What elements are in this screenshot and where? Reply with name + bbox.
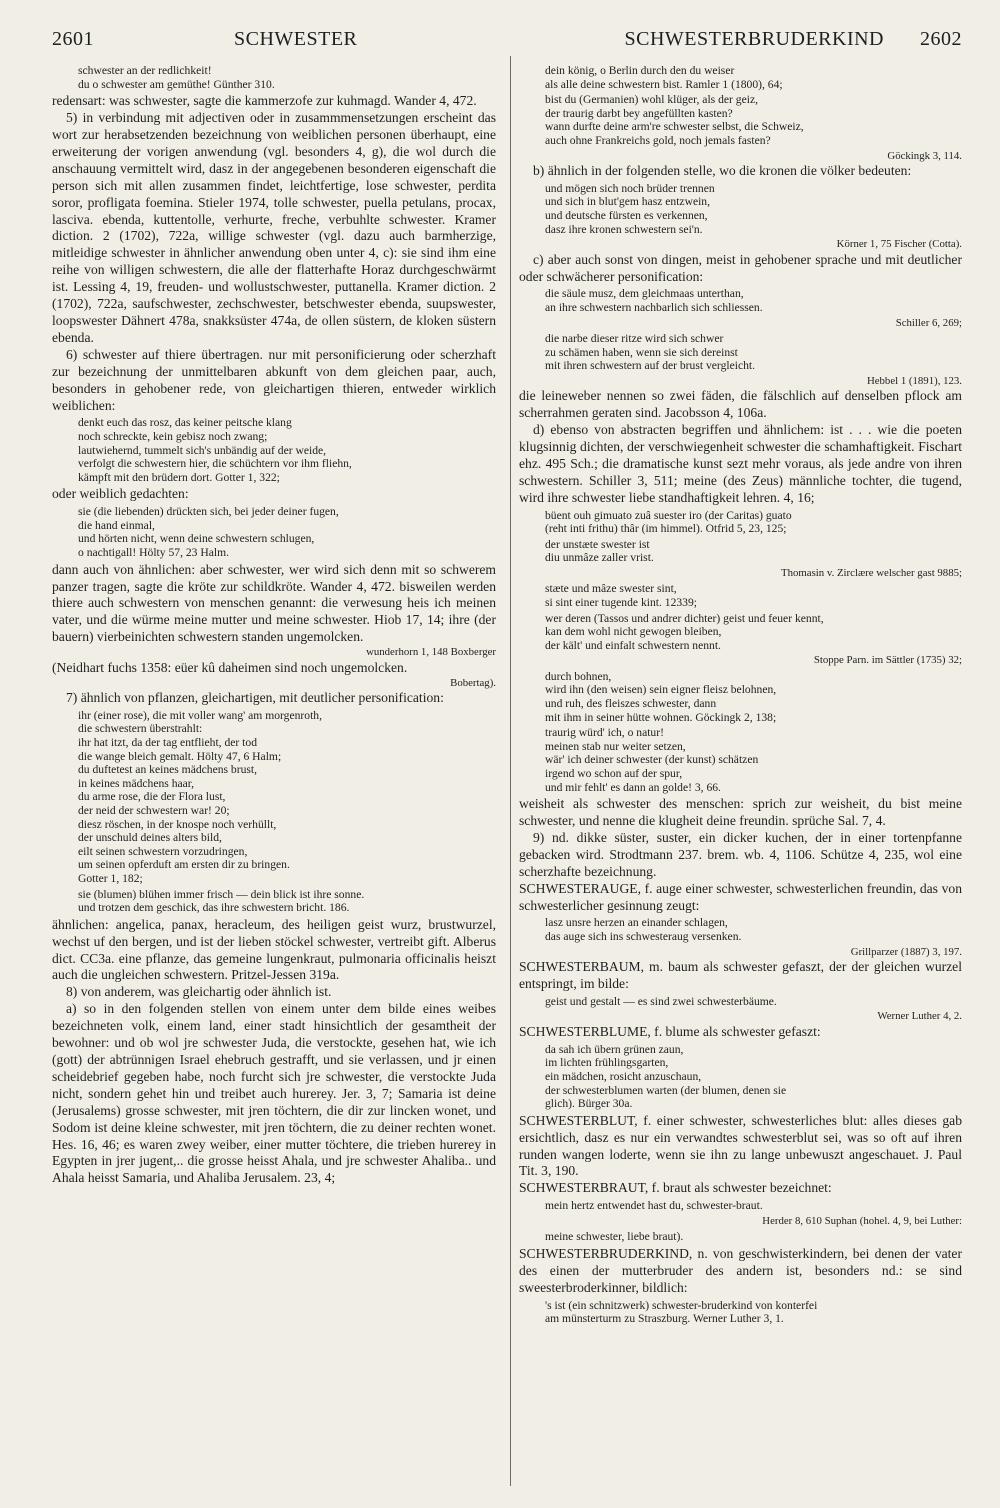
verse-line: und trotzen dem geschick, das ihre schwestern bricht. 186. <box>78 901 350 915</box>
entry-paragraph: 5) in verbindung mit adjectiven oder in zusammmensetzungen erscheint das wort zur herabsetzenden bezeichnung von weiblichen personen überhaupt, eine erweiterung der vorigen anwendung (vgl. besonders 4, g), die wol durch die anschauung vermittelt wird, dasz in der angegebenen besonderen eigenschaft die person sich mit allen zusammen findet, leichtfertige, lose schwester, perdita soror, profligata foemina. Stieler 1974, tolle schwester, puella petulans, procax, lasciva. ebenda, kuttentolle, verhurte, freche, verbuhlte schwester. Kramer diction. 2 (1702), 722a, willige schwester (vgl. dazu auch barmherzige, mitleidige schwester in ähnlicher anwendung oben unter 4, c): sie sind ihm eine reihe von willigen schwestern, die alle der flatterhafte Horaz durchgeschwärmt ist. Lessing 4, 19, freuden- und wollustschwester, puttanella. Kramer diction. 2 (1702), 722a, saufschwester, zechschwester, betschwester ebenda, suupswester, loopswester Dähnert 478a, snakksüster 474a, de ollen süstern, de kloken süstern ebenda. <box>52 110 496 345</box>
entry-paragraph: SCHWESTERAUGE, f. auge einer schwester, schwesterlichen freundin, das von schwesterlicher gesinnung zeugt: <box>519 880 962 913</box>
entry-paragraph: a) so in den folgenden stellen von einem unter dem bilde eines weibes bezeichneten volk, einem land, einer stadt hinsichtlich der gesamtheit der bewohner: und ob wol jre schwester Juda, die verstockte, gesehen hat, wie ich (gott) der abtrünnigen Israel ehebruch gestrafft, und sie verlassen, und jr einen scheidebrief gegeben habe, noch furcht sich jre schwester, die verstockte Juda nicht, sondern gehet hin und treibet auch hurerey. Jer. 3, 7; Samaria ist deine (Jerusalems) grosse schwester, mit jren töchtern, die dir zur lincken wonet, und Sodom ist deine kleine schwester, mit jren töchtern, die zu deiner rechten wonet. Hes. 16, 46; es waren zwey weiber, einer mutter töchtere, die trieben hurerey in Egypten in jrer jugent,.. die grosse heisst Ahala, und jre schwester Ahaliba.. und Ahala heisst Samaria, und Ahaliba Jerusalem. 23, 4; <box>52 1001 496 1186</box>
verse-line: wer deren (Tassos und andrer dichter) geist und feuer kennt, <box>545 611 824 625</box>
verse-line: und ruh, des fleiszes schwester, dann <box>545 696 717 710</box>
verse-line: bist du (Germanien) wohl klüger, als der geiz, <box>545 93 758 107</box>
verse-quotation <box>545 509 962 536</box>
verse-line: dein könig, o Berlin durch den du weiser <box>545 64 735 77</box>
verse-line: wär' ich deiner schwester (der kunst) schätzen <box>545 753 759 767</box>
entry-paragraph: dann auch von ähnlichen: aber schwester, wer wird sich denn mit so schwerem panzer tragen, sagte die kröte zur schildkröte. Wander 4, 472. bisweilen werden thiere auch schwestern von menschen genannt: die verwesung heis ich meinen vater, und die würme meine mutter und meine schwester. Hiob 17, 14; ihre (der bauern) vierbeinichten schwestern standen ungemolcken. <box>52 561 496 645</box>
verse-quotation <box>545 93 962 147</box>
entry-paragraph: 7) ähnlich von pflanzen, gleichartigen, mit deutlicher personification: <box>66 689 444 705</box>
citation-source: Hebbel 1 (1891), 123. <box>866 374 962 387</box>
verse-line: geist und gestalt — es sind zwei schwesterbäume. <box>545 994 777 1008</box>
entry-paragraph: redensart: was schwester, sagte die kammerzofe zur kuhmagd. Wander 4, 472. <box>52 93 477 109</box>
verse-line: du arme rose, die der Flora lust, <box>78 790 226 804</box>
verse-quotation <box>78 709 496 886</box>
verse-quotation <box>78 64 496 91</box>
verse-quotation <box>545 1299 962 1326</box>
verse-line: noch schreckte, kein gebisz noch zwang; <box>78 430 268 443</box>
entry-paragraph: SCHWESTERBRUDERKIND, n. von geschwisterkindern, bei denen der vater des einen der mutterbruder des andern ist, besonders nd.: se sind sweesterbroderkinner, bildlich: <box>519 1245 962 1295</box>
verse-line: der unstæte swester ist <box>545 537 650 551</box>
verse-line: 's ist (ein schnitzwerk) schwester-bruderkind von konterfei <box>545 1298 818 1312</box>
verse-line: diu unmâze zaller vrist. <box>545 551 654 565</box>
verse-line: und sich in blut'gem hasz entzwein, <box>545 195 711 209</box>
verse-line: die wange bleich gemalt. Hölty 47, 6 Halm; <box>78 749 282 763</box>
verse-quotation <box>78 416 496 484</box>
verse-line: du o schwester am gemüthe! Günther 310. <box>78 77 275 91</box>
right-running-headword: SCHWESTERBRUDERKIND <box>624 28 884 50</box>
verse-line: mit ihren schwestern auf der brust vergleicht. <box>545 359 756 373</box>
citation-source: Schiller 6, 269; <box>895 316 962 329</box>
verse-line: kämpft mit den brüdern dort. Gotter 1, 322; <box>78 470 280 484</box>
citation-source: Körner 1, 75 Fischer (Cotta). <box>836 238 962 251</box>
left-column <box>52 62 496 1486</box>
citation-source: Werner Luther 4, 2. <box>877 1010 962 1023</box>
verse-line: der kält' und einfalt schwestern nennt. <box>545 638 721 652</box>
verse-line: mit ihm in seiner hütte wohnen. Göckingk 2, 138; <box>545 710 777 724</box>
verse-line: sie (die liebenden) drückten sich, bei jeder deiner fugen, <box>78 505 339 519</box>
verse-line: irgend wo schon auf der spur, <box>545 766 683 780</box>
verse-line: ihr (einer rose), die mit voller wang' am morgenroth, <box>78 708 322 722</box>
verse-line: mein hertz entwendet hast du, schwester-braut. <box>545 1199 763 1213</box>
verse-line: denkt euch das rosz, das keiner peitsche klang <box>78 416 292 430</box>
verse-quotation <box>545 726 962 794</box>
verse-line: stæte und mâze swester sint, <box>545 582 677 596</box>
verse-quotation <box>545 582 962 609</box>
verse-line: in keines mädchens haar, <box>78 776 195 790</box>
verse-line: lautwiehernd, tummelt sich's unbändig auf der weide, <box>78 443 327 457</box>
verse-quotation <box>78 505 496 559</box>
verse-quotation <box>545 995 962 1009</box>
verse-line: eilt seinen schwestern vorzudringen, <box>78 844 248 858</box>
verse-quotation <box>545 612 962 653</box>
entry-paragraph: SCHWESTERBLUME, f. blume als schwester gefaszt: <box>519 1023 821 1039</box>
entry-paragraph: SCHWESTERBLUT, f. einer schwester, schwesterliches blut: alles dieses gab ersichtlich, dasz es nur ein verwandtes schwesterblut sei, was so oft auf ihren runden wangen loderte, wenn sie ihn zu lange unbewuszt angeschauet. J. Paul Tit. 3, 190. <box>519 1112 962 1179</box>
verse-quotation <box>545 1199 962 1213</box>
verse-line: die schwestern überstrahlt: <box>78 722 203 736</box>
verse-line: die säule musz, dem gleichmaas unterthan, <box>545 287 744 301</box>
verse-line: büent ouh gimuato zuâ suester iro (der Caritas) guato <box>545 508 792 522</box>
verse-quotation <box>545 182 962 236</box>
verse-line: die hand einmal, <box>78 518 155 532</box>
verse-line: da sah ich übern grünen zaun, <box>545 1042 684 1056</box>
verse-quotation <box>545 287 962 314</box>
entry-paragraph: c) aber auch sonst von dingen, meist in gehobener sprache und mit deutlicher oder schwächerer personification: <box>519 251 962 284</box>
verse-quotation <box>545 1230 962 1244</box>
verse-line: du duftetest an keines mädchens brust, <box>78 763 258 777</box>
verse-line: das auge sich ins schwesteraug versenken. <box>545 930 742 944</box>
entry-paragraph: oder weiblich gedachten: <box>52 486 189 502</box>
verse-quotation <box>545 64 962 91</box>
verse-line: im lichten frühlingsgarten, <box>545 1056 669 1070</box>
verse-line: traurig würd' ich, o natur! <box>545 726 664 740</box>
entry-paragraph: 8) von anderem, was gleichartig oder ähnlich ist. <box>66 984 332 1000</box>
verse-quotation <box>545 670 962 724</box>
left-running-headword: SCHWESTER <box>234 28 358 50</box>
verse-line: durch bohnen, <box>545 669 612 683</box>
left-page-number: 2601 <box>52 28 94 50</box>
entry-paragraph: b) ähnlich in der folgenden stelle, wo die kronen die völker bedeuten: <box>533 162 912 178</box>
verse-line: und hörten nicht, wenn deine schwestern schlugen, <box>78 532 315 546</box>
entry-paragraph: SCHWESTERBAUM, m. baum als schwester gefaszt, der der gleichen wurzel entspringt, im bilde: <box>519 959 962 991</box>
verse-quotation <box>545 332 962 373</box>
verse-line: der unschuld deines alters bild, <box>78 831 222 845</box>
verse-line: meinen stab nur weiter setzen, <box>545 739 686 753</box>
verse-line: an ihre schwestern nachbarlich sich schliessen. <box>545 301 763 315</box>
verse-line: dasz ihre kronen schwestern sei'n. <box>545 222 703 236</box>
entry-paragraph: die leineweber nennen so zwei fäden, die fälschlich auf denselben pflock am scherrahmen geraten sind. Jacobsson 4, 106a. <box>519 388 962 421</box>
verse-line: ein mädchen, rosicht anzuschaun, <box>545 1069 702 1083</box>
verse-line: si sint einer tugende kint. 12339; <box>545 595 697 609</box>
verse-line: und mir fehlt' es dann an golde! 3, 66. <box>545 780 721 794</box>
citation-source: Grillparzer (1887) 3, 197. <box>850 945 962 958</box>
entry-paragraph: d) ebenso von abstracten begriffen und ähnlichem: ist . . . wie die poeten klugsinnig dichten, der verschwiegenheit schwester die schamhaftigkeit. Fischart ehz. 495 Sch.; die dramatische kunst sezt mehr voraus, als jede andre von ihren schwestern. Schiller 3, 511; meine (des Zeus) männliche tochter, die tugend, wird ihre schwester liebe standhaftigkeit lehren. 4, 16; <box>519 422 962 505</box>
verse-line: der traurig darbt bey angefüllten kasten? <box>545 106 733 120</box>
verse-line: sie (blumen) blühen immer frisch — dein blick ist ihre sonne. <box>78 887 365 901</box>
verse-line: wann durfte deine arm're schwester selbst, die Schweiz, <box>545 120 804 134</box>
verse-line: verfolgt die schwestern hier, die schüchtern vor ihm fliehn, <box>78 457 352 471</box>
verse-quotation <box>545 916 962 943</box>
entry-paragraph: (Neidhart fuchs 1358: eüer kû daheimen sind noch ungemolcken. <box>52 659 408 675</box>
verse-line: kan dem wohl nicht gewogen bleiben, <box>545 625 722 639</box>
verse-line: der schwesterblumen warten (der blumen, denen sie <box>545 1083 787 1097</box>
verse-line: meine schwester, liebe braut). <box>545 1230 684 1244</box>
citation-source: Göckingk 3, 114. <box>887 149 962 162</box>
verse-line: o nachtigall! Hölty 57, 23 Halm. <box>78 546 230 560</box>
entry-paragraph: SCHWESTERBRAUT, f. braut als schwester bezeichnet: <box>519 1180 832 1196</box>
verse-line: um seinen opferduft am ersten dir zu bringen. <box>78 858 290 872</box>
entry-paragraph: 6) schwester auf thiere übertragen. nur mit personificierung oder scherzhaft zur bezeichnung der unmittelbaren abkunft von dem gleichen paar, auch, besonders in gehobener rede, von gleichartigen thieren, entweder wirklich weiblichen: <box>52 346 496 413</box>
citation-source: Stoppe Parn. im Sättler (1735) 32; <box>813 654 962 667</box>
verse-line: als alle deine schwestern bist. Ramler 1 (1800), 64; <box>545 77 783 91</box>
right-page-number: 2602 <box>920 28 962 50</box>
citation-source: wunderhorn 1, 148 Boxberger <box>366 646 496 659</box>
verse-quotation <box>545 538 962 565</box>
page-header <box>52 28 962 58</box>
entry-paragraph: weisheit als schwester des menschen: sprich zur weisheit, du bist meine schwester, und nenne die klugheit deine freundin. sprüche Sal. 7, 4. <box>519 796 962 828</box>
verse-line: ihr hat itzt, da der tag entflieht, der tod <box>78 736 257 749</box>
right-column <box>519 62 962 1486</box>
verse-line: lasz unsre herzen an einander schlagen, <box>545 916 728 930</box>
citation-source: Herder 8, 610 Suphan (hohel. 4, 9, bei Luther: <box>762 1214 962 1227</box>
verse-quotation <box>78 888 496 915</box>
verse-line: und deutsche fürsten es verkennen, <box>545 209 708 223</box>
entry-paragraph: 9) nd. dikke süster, suster, ein dicker kuchen, der in einer tortenpfanne gebacken wird. Strodtmann 237. brem. wb. 4, 1106. Schütze 4, 235, wol eine scherzhafte bezeichnung. <box>519 829 962 879</box>
verse-quotation <box>545 1043 962 1111</box>
verse-line: schwester an der redlichkeit! <box>78 64 212 77</box>
verse-line: glich). Bürger 30a. <box>545 1097 633 1111</box>
verse-line: wird ihn (den weisen) sein eigner fleisz belohnen, <box>545 683 777 697</box>
verse-line: der neid der schwestern war! 20; <box>78 803 230 817</box>
verse-line: die narbe dieser ritze wird sich schwer <box>545 332 724 346</box>
text-columns <box>52 62 962 1486</box>
citation-source: Thomasin v. Zirclære welscher gast 9885; <box>780 566 962 579</box>
verse-line: (reht inti frithu) thâr (im himmel). Otfrid 5, 23, 125; <box>545 522 787 536</box>
citation-source: Bobertag). <box>450 676 496 689</box>
verse-line: diesz röschen, in der knospe noch verhüllt, <box>78 817 277 831</box>
verse-line: zu schämen haben, wenn sie sich dereinst <box>545 345 738 359</box>
entry-paragraph: ähnlichen: angelica, panax, heracleum, des heiligen geist wurz, brustwurzel, wechst uf den bergen, und ist der lieben stöckel schwester, vertreibt gift. Alberus dict. CC3a. eine pflanze, das gemeine lungenkraut, pulmonaria officinalis heiszt auch die ungleichen schwestern. Pritzel-Jessen 319a. <box>52 916 496 983</box>
verse-line: am münsterturm zu Straszburg. Werner Luther 3, 1. <box>545 1312 784 1326</box>
verse-line: und mögen sich noch brüder trennen <box>545 181 715 195</box>
verse-line: auch ohne Frankreichs gold, noch jemals fasten? <box>545 133 771 147</box>
verse-line: Gotter 1, 182; <box>78 871 143 885</box>
